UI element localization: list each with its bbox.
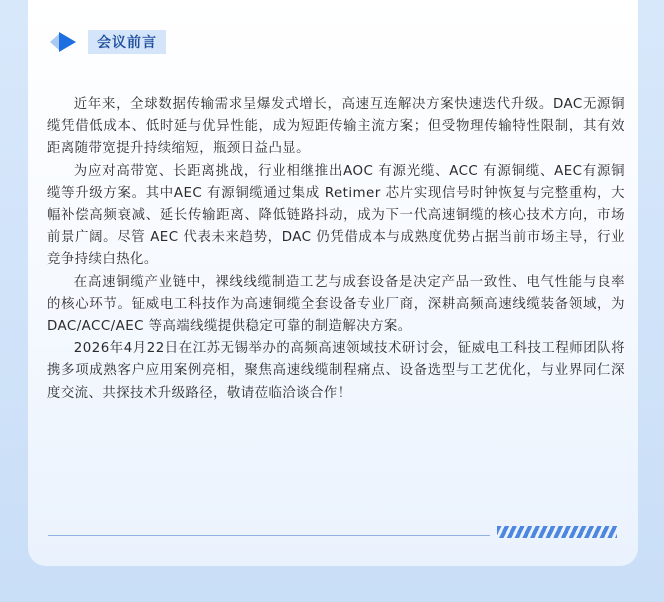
intro-card (28, 0, 638, 566)
section-title-box (88, 30, 166, 54)
footer-divider (48, 535, 490, 536)
section-title: 会议前言 (97, 35, 157, 51)
section-header (50, 29, 166, 55)
paragraph-2: 为应对高带宽、长距离挑战，行业相继推出AOC 有源光缆、ACC 有源铜缆、AEC有源铜缆等升级方案。其中AEC 有源铜缆通过集成 Retimer 芯片实现信号时钟恢复与完整重构，大幅补偿高频衰减、延长传输距离、降低链路抖动，成为下一代高速铜缆的核心技术方向，市场前景广阔。尽管 AEC 代表未来趋势，DAC 仍凭借成本与成熟度优势占据当前市场主导，行业竞争持续白热化。 (47, 163, 625, 268)
intro-content (47, 94, 625, 405)
paragraph-4: 2026年4月22日在江苏无锡举办的高频高速领域技术研讨会，钲威电工科技工程师团队将携多项成熟客户应用案例亮相，聚焦高速线缆制程痛点、设备选型与工艺优化，与业界同仁深度交流、共探技术升级路径，敬请莅临洽谈合作！ (47, 341, 625, 401)
play-arrow-icon (50, 29, 80, 55)
paragraph-1: 近年来，全球数据传输需求呈爆发式增长，高速互连解决方案快速迭代升级。DAC无源铜缆凭借低成本、低时延与优异性能，成为短距传输主流方案；但受物理传输特性限制，其有效距离随带宽提升持续缩短，瓶颈日益凸显。 (47, 97, 625, 157)
paragraph-3: 在高速铜缆产业链中，裸线线缆制造工艺与成套设备是决定产品一致性、电气性能与良率的核心环节。钲威电工科技作为高速铜缆全套设备专业厂商，深耕高频高速线缆装备领域，为 DAC/ACC/AEC 等高端线缆提供稳定可靠的制造解决方案。 (47, 274, 625, 335)
stripe-decoration (497, 526, 617, 538)
